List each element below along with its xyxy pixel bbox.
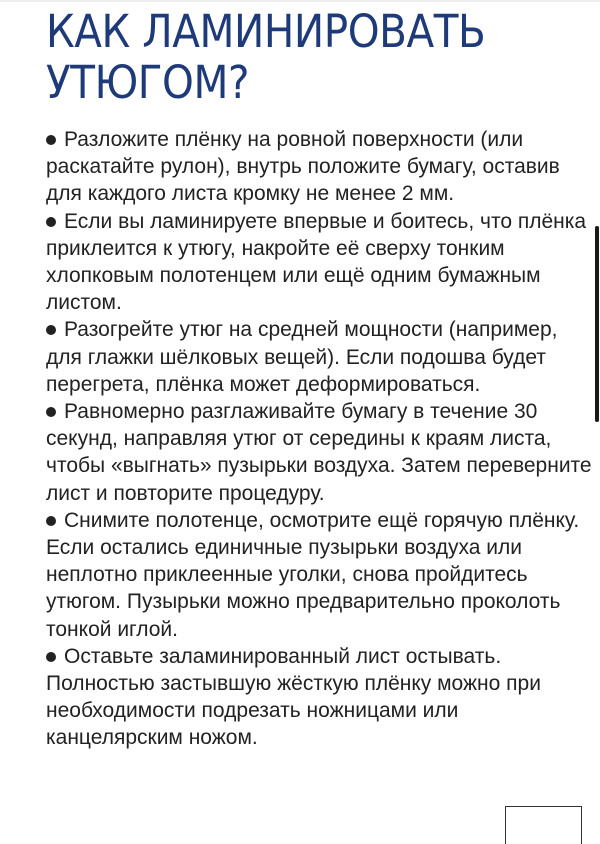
step-item	[46, 126, 594, 208]
bullet-icon	[46, 407, 56, 417]
step-text: Снимите полотенце, осмотрите ещё горячую плёнку. Если остались единичные пузырьки воздуха или неплотно приклеенные уголки, снова пройдитесь утюгом. Пузырьки можно предварительно проколоть тонкой иглой.	[46, 508, 580, 641]
article-title: КАК ЛАМИНИРОВАТЬ УТЮГОМ?	[46, 5, 486, 109]
bullet-icon	[46, 217, 56, 227]
steps-list	[46, 126, 594, 752]
bullet-icon	[46, 325, 56, 335]
bullet-icon	[46, 652, 56, 662]
corner-button[interactable]	[505, 806, 582, 844]
scrollbar-thumb[interactable]	[595, 226, 599, 422]
step-text: Равномерно разглаживайте бумагу в течение 30 секунд, направляя утюг от середины к краям листа, чтобы «выгнать» пузырьки воздуха. Затем переверните лист и повторите процедуру.	[46, 400, 592, 505]
scrollbar-track[interactable]	[592, 0, 600, 844]
top-divider	[0, 0, 600, 2]
step-item	[46, 643, 594, 752]
step-item	[46, 398, 594, 507]
bullet-icon	[46, 516, 56, 526]
step-item	[46, 208, 594, 317]
bullet-icon	[46, 135, 56, 145]
step-text: Разогрейте утюг на средней мощности (например, для глажки шёлковых вещей). Если подошва будет перегрета, плёнка может деформироваться.	[46, 318, 558, 396]
step-text: Если вы ламинируете впервые и боитесь, что плёнка приклеится к утюгу, накройте её сверху тонким хлопковым полотенцем или ещё одним бумажным листом.	[46, 209, 587, 315]
step-text: Оставьте заламинированный лист остывать. Полностью застывшую жёсткую плёнку можно при необходимости подрезать ножницами или канцелярским ножом.	[46, 644, 541, 750]
step-item	[46, 316, 594, 398]
step-text: Разложите плёнку на ровной поверхности (или раскатайте рулон), внутрь положите бумагу, оставив для каждого листа кромку не менее 2 мм.	[46, 128, 560, 206]
step-item	[46, 507, 594, 643]
